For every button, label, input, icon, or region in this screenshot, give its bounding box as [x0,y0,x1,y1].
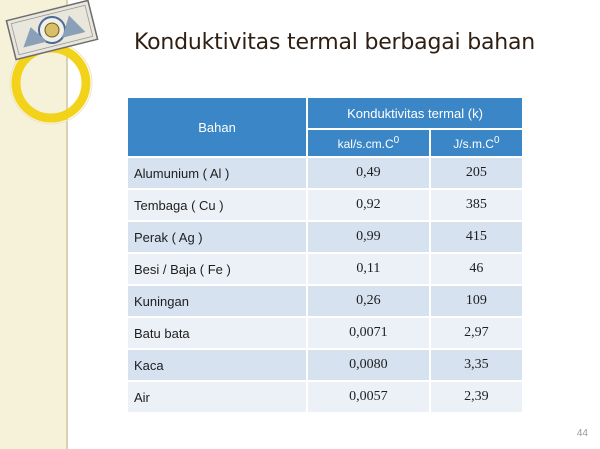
header-unit-kal-text: kal/s.cm.C [337,137,394,151]
material-name: Batu bata [127,317,307,349]
value-kal: 0,0057 [307,381,430,413]
material-name: Alumunium ( Al ) [127,157,307,189]
value-kal: 0,0080 [307,349,430,381]
value-j: 415 [430,221,523,253]
value-j: 3,35 [430,349,523,381]
material-name: Perak ( Ag ) [127,221,307,253]
university-logo [2,0,102,62]
table-row [127,157,523,189]
header-unit-j [430,129,523,157]
table-row [127,349,523,381]
page-number: 44 [576,428,588,439]
header-unit-kal-sup: 0 [393,135,400,146]
value-kal: 0,99 [307,221,430,253]
table-row [127,221,523,253]
header-unit-j-sup: 0 [493,135,500,146]
header-thermal-conductivity: Konduktivitas termal (k) [307,97,523,129]
value-j: 205 [430,157,523,189]
value-kal: 0,11 [307,253,430,285]
value-kal: 0,0071 [307,317,430,349]
value-kal: 0,49 [307,157,430,189]
value-j: 2,97 [430,317,523,349]
table-row [127,285,523,317]
value-j: 2,39 [430,381,523,413]
material-name: Kuningan [127,285,307,317]
value-kal: 0,26 [307,285,430,317]
header-unit-kal [307,129,430,157]
header-unit-j-text: J/s.m.C [453,137,494,151]
value-j: 385 [430,189,523,221]
material-name: Tembaga ( Cu ) [127,189,307,221]
table-row [127,253,523,285]
material-name: Air [127,381,307,413]
header-material: Bahan [127,97,307,157]
value-kal: 0,92 [307,189,430,221]
thermal-conductivity-table [126,96,524,414]
material-name: Kaca [127,349,307,381]
material-name: Besi / Baja ( Fe ) [127,253,307,285]
table-row [127,317,523,349]
value-j: 46 [430,253,523,285]
table-row [127,381,523,413]
slide-title: Konduktivitas termal berbagai bahan [134,30,536,55]
value-j: 109 [430,285,523,317]
table-row [127,189,523,221]
